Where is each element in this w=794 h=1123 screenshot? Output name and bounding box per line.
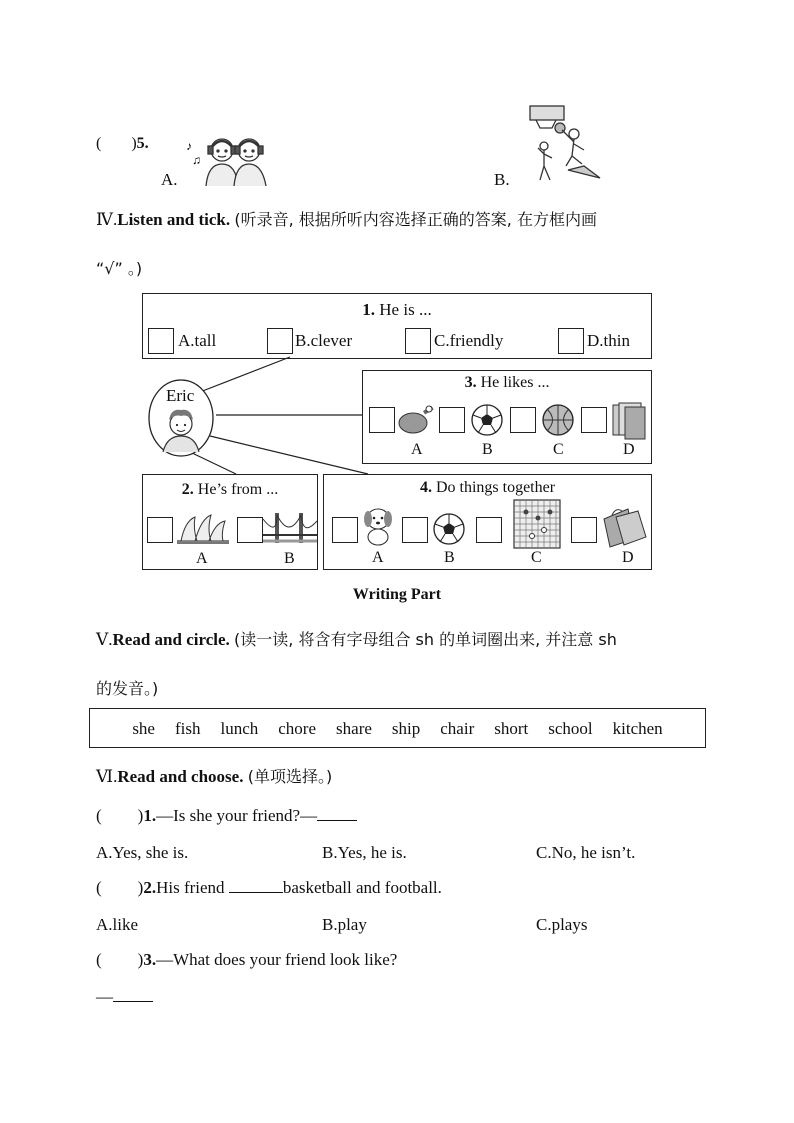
word-school[interactable]: school (548, 719, 593, 738)
box4-caption-b: B (444, 549, 455, 566)
soccer-ball-icon (470, 403, 504, 442)
q3-answer-line: — (96, 987, 153, 1007)
answer-paren-2[interactable]: ( ) (96, 878, 144, 897)
eric-name-label: Eric (166, 386, 195, 405)
box4-caption-c: C (531, 549, 542, 566)
box1-he-is (142, 293, 652, 359)
word-kitchen[interactable]: kitchen (612, 719, 663, 738)
music-notes-icon (184, 138, 204, 168)
blank-3[interactable] (113, 987, 153, 1002)
box3-he-likes (362, 370, 652, 464)
box2-caption-b: B (284, 550, 295, 567)
word-chair[interactable]: chair (440, 719, 475, 738)
question-1: ( )1.—Is she your friend?— (96, 806, 357, 826)
q1-option-c[interactable]: C.No, he isn’t. (536, 843, 636, 862)
box2-he-is-from (142, 474, 318, 570)
word-short[interactable]: short (494, 719, 529, 738)
books-icon (609, 399, 649, 446)
chess-board-icon (513, 499, 561, 554)
soccer-ball-icon (432, 512, 466, 551)
box3-caption-d: D (623, 441, 635, 458)
q1-option-b[interactable]: B.Yes, he is. (322, 843, 407, 862)
q5-paren[interactable]: ( )5. (96, 135, 149, 152)
box2-caption-a: A (196, 550, 208, 567)
basketball-icon (541, 403, 575, 442)
q2-option-c[interactable]: C.plays (536, 915, 588, 934)
section5-heading: Ⅴ.Read and circle. (读一读, 将含有字母组合 sh 的单词圈出来, 并注意 sh (96, 630, 617, 649)
box1-checkbox-d[interactable] (558, 328, 584, 354)
basketball-players-image (526, 104, 602, 184)
box4-caption-a: A (372, 549, 384, 566)
q1-option-a[interactable]: A.Yes, she is. (96, 843, 189, 862)
q2-option-a[interactable]: A.like (96, 915, 139, 934)
svg-text:♫: ♫ (192, 153, 201, 167)
box3-checkbox-a[interactable] (369, 407, 395, 433)
box2-checkbox-b[interactable] (237, 517, 263, 543)
box4-checkbox-b[interactable] (402, 517, 428, 543)
box1-option-c: C.friendly (434, 331, 504, 350)
box4-caption-d: D (622, 549, 634, 566)
section6-heading: Ⅵ.Read and choose. (单项选择。) (96, 767, 333, 786)
children-listening-headphones-image (202, 134, 270, 186)
box2-prompt: 2. He’s from ... (181, 481, 279, 498)
section4-heading: Ⅳ.Listen and tick. (听录音, 根据所听内容选择正确的答案, 在方框内画 (96, 210, 597, 229)
section4-instruction-line2: “√” 。) (96, 259, 143, 278)
question-3: ( )3.—What does your friend look like? (96, 950, 398, 969)
word-lunch[interactable]: lunch (220, 719, 259, 738)
svg-text:♪: ♪ (186, 139, 192, 153)
question-2: ( )2.His friend basketball and football. (96, 878, 442, 897)
word-ship[interactable]: ship (391, 719, 421, 738)
box4-checkbox-c[interactable] (476, 517, 502, 543)
box1-checkbox-b[interactable] (267, 328, 293, 354)
section5-instruction-line2: 的发音。) (96, 679, 159, 698)
word-box (89, 708, 706, 748)
blank-1[interactable] (317, 806, 357, 821)
word-share[interactable]: share (336, 719, 372, 738)
box4-checkbox-d[interactable] (571, 517, 597, 543)
box4-do-things-together (323, 474, 652, 570)
box2-checkbox-a[interactable] (147, 517, 173, 543)
box1-prompt: 1. He is ... (362, 300, 432, 319)
answer-paren-1[interactable]: ( ) (96, 806, 144, 825)
box4-prompt: 4. Do things together (419, 479, 556, 496)
box1-option-d: D.thin (587, 331, 630, 350)
word-list (90, 719, 705, 739)
word-fish[interactable]: fish (174, 719, 201, 738)
q5-option-b-label: B. (494, 170, 510, 189)
box1-checkbox-a[interactable] (148, 328, 174, 354)
golden-gate-bridge-icon (263, 509, 317, 552)
q5-option-a-label: A. (161, 170, 178, 189)
sydney-opera-house-icon (175, 511, 231, 550)
box3-caption-c: C (553, 441, 564, 458)
writing-part-heading: Writing Part (352, 586, 442, 603)
ping-pong-paddle-icon (397, 403, 437, 442)
box1-checkbox-c[interactable] (405, 328, 431, 354)
blank-2[interactable] (229, 878, 283, 893)
schoolbags-icon (600, 505, 650, 554)
box3-checkbox-b[interactable] (439, 407, 465, 433)
word-she[interactable]: she (132, 719, 155, 738)
box3-caption-b: B (482, 441, 493, 458)
box3-prompt: 3. He likes ... (464, 374, 550, 391)
box1-option-a: A.tall (178, 331, 217, 350)
answer-paren-3[interactable]: ( ) (96, 950, 144, 969)
word-chore[interactable]: chore (278, 719, 317, 738)
q2-option-b[interactable]: B.play (322, 915, 367, 934)
puppy-dog-icon (361, 505, 395, 552)
box3-caption-a: A (411, 441, 423, 458)
box1-option-b: B.clever (295, 331, 353, 350)
box3-checkbox-c[interactable] (510, 407, 536, 433)
box4-checkbox-a[interactable] (332, 517, 358, 543)
box3-checkbox-d[interactable] (581, 407, 607, 433)
